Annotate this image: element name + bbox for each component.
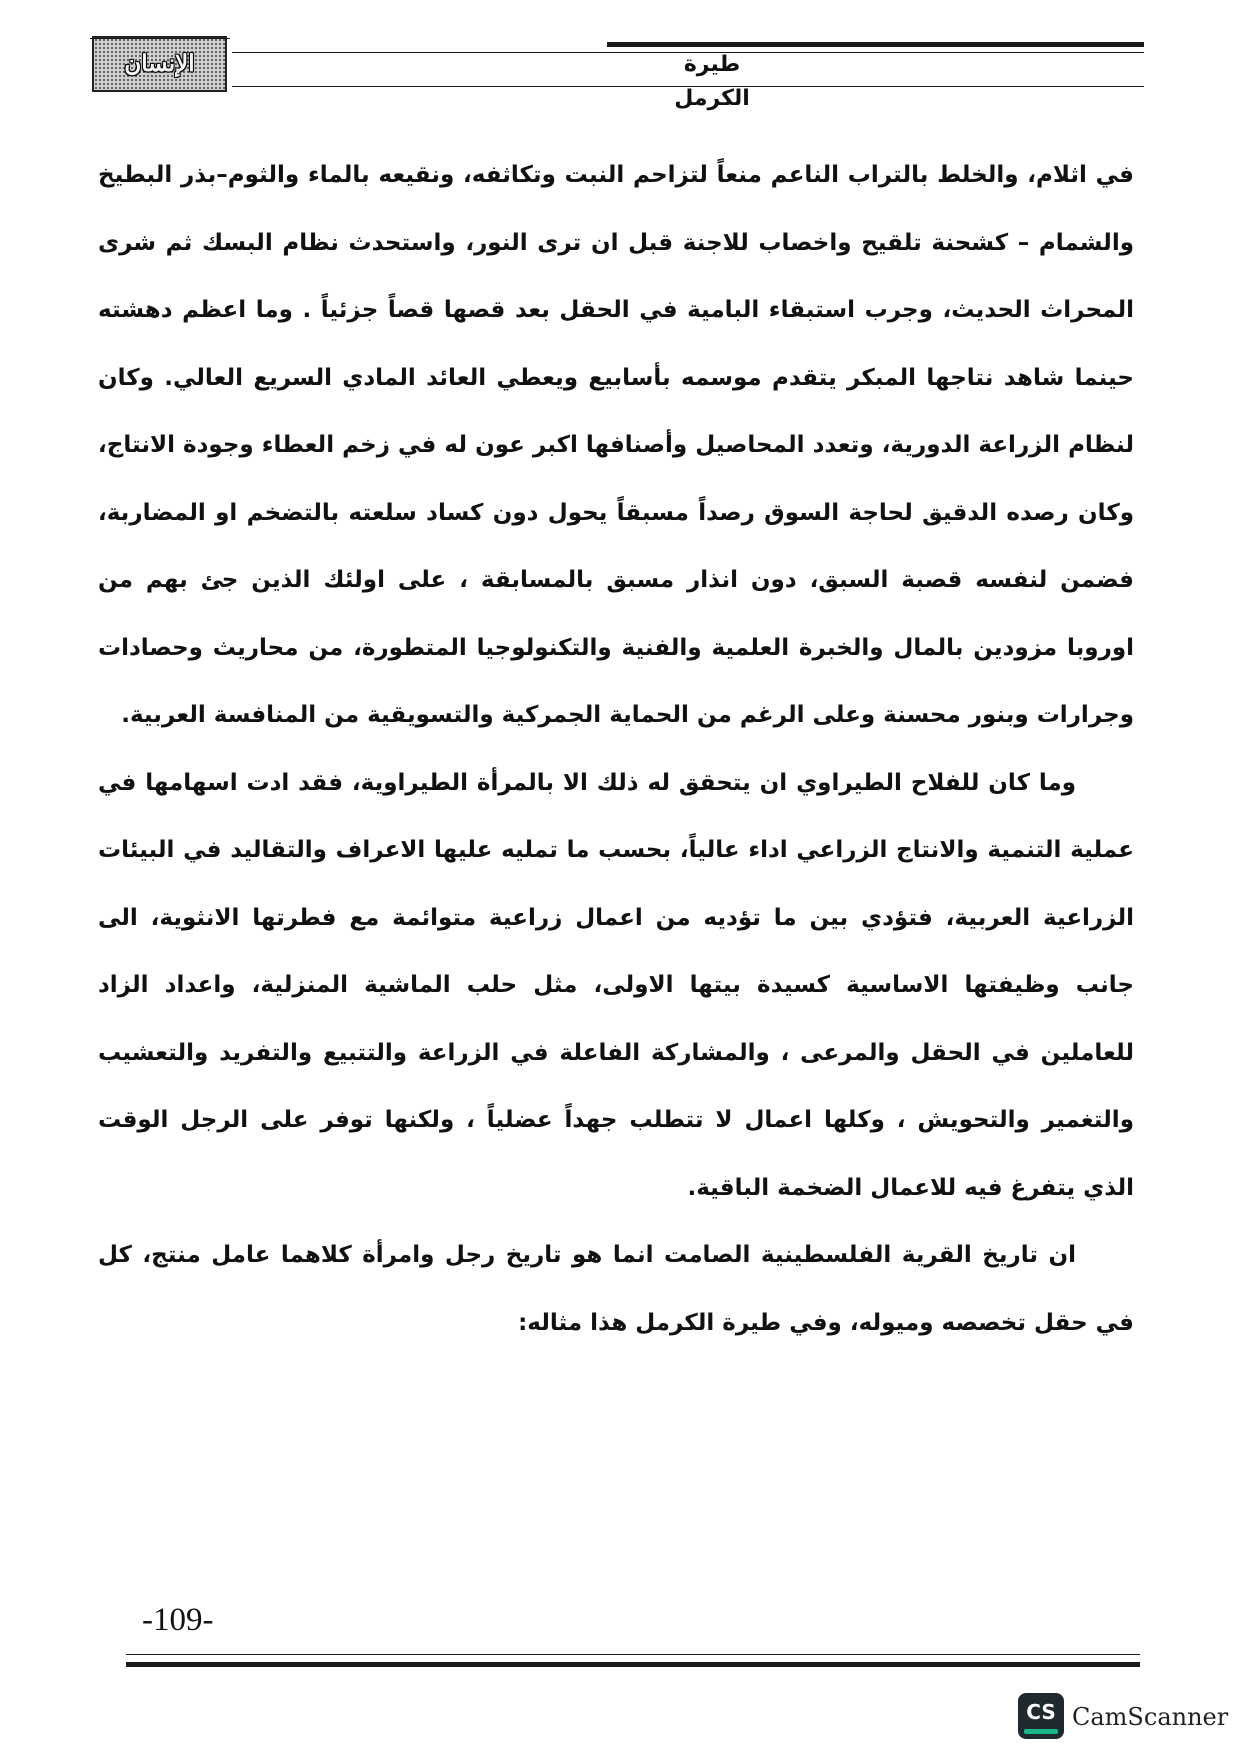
header-rule-left-mid (232, 52, 652, 53)
paragraph: ان تاريخ القرية الفلسطينية الصامت انما هو تاريخ رجل وامرأة كلاهما عامل منتج، كل في حقل تخصصه وميوله، وفي طيرة الكرمل هذا مثاله: (98, 1242, 1134, 1336)
book-title-badge-text: الإنسان (124, 50, 195, 77)
book-title-badge (92, 36, 227, 92)
paragraph: وما كان للفلاح الطيراوي ان يتحقق له ذلك الا بالمرأة الطيراوية، فقد ادت اسهامها في عملية التنمية والانتاج الزراعي اداء عالياً، بحسب ما تمليه عليها الاعراف والتقاليد في البيئات الزراعية العربية، فتؤدي بين ما تؤديه من اعمال زراعية متوائمة مع فطرتها الانثوية، الى جانب وظيفتها الاساسية كسيدة بيتها الاولى، مثل حلب الماشية المنزلية، واعداد الزاد للعاملين في الحقل والمرعى ، والمشاركة الفاعلة في الزراعة والتتبيع والتفريد والتعشيب والتغمير والتحويش ، وكلها اعمال لا تتطلب جهداً عضلياً ، ولكنها توفر على الرجل الوقت الذي يتفرغ فيه للاعمال الضخمة الباقية. (98, 769, 1134, 1201)
camscanner-logo-text: CS (1026, 1700, 1056, 1724)
camscanner-logo-icon (1018, 1693, 1064, 1739)
header-rule-right-top (607, 42, 1144, 47)
page-number: -109- (142, 1602, 214, 1638)
running-title: طيرة الكرمل (674, 52, 750, 111)
body-text (98, 142, 1134, 1357)
footer-rule-thick (126, 1662, 1140, 1667)
paragraph: في اثلام، والخلط بالتراب الناعم منعاً لتزاحم النبت وتكاثفه، ونقيعه بالماء والثوم–بذر البطيخ والشمام – كشحنة تلقيح واخصاب للاجنة قبل ان ترى النور، واستحدث نظام البسك ثم شرى المحراث الحديث، وجرب استبقاء البامية في الحقل بعد قصها قصاً جزئياً . وما اعظم دهشته حينما شاهد نتاجها المبكر يتقدم موسمه بأسابيع ويعطي العائد المادي السريع العالي. وكان لنظام الزراعة الدورية، وتعدد المحاصيل وأصنافها اكبر عون له في زخم العطاء وجودة الانتاج، وكان رصده الدقيق لحاجة السوق رصداً مسبقاً يحول دون كساد سلعته بالتضخم او المضاربة، فضمن لنفسه قصبة السبق، دون انذار مسبق بالمسابقة ، على اولئك الذين جئ بهم من اوروبا مزودين بالمال والخبرة العلمية والفنية والتكنولوجيا المتطورة، من محاريث وحصادات وجرارات وبنور محسنة وعلى الرغم من الحماية الجمركية والتسويقية من المنافسة العربية. (98, 162, 1134, 728)
page-header (92, 34, 1142, 111)
footer-rule-thin (126, 1654, 1140, 1655)
camscanner-name: CamScanner (1072, 1703, 1229, 1731)
header-rule-left-thin (90, 38, 230, 39)
